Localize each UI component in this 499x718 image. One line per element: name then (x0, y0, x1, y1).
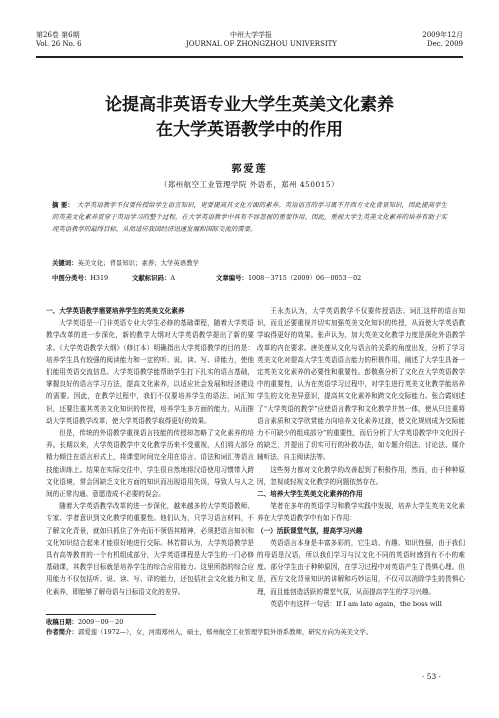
author-bio (46, 628, 439, 637)
section-heading: 二、培养大学生英美文化素养的作用 (257, 490, 363, 499)
body-paragraph: 但是，传统的外语教学重视语言技能的传授却忽略了文化素养的培养。长期以来，大学英语教学中文化教学历来不受重视，人们将大部分精力倾注在语言形式上，将课堂时间完全用在语言、语法和词汇等语言技能训练上。结果在实际交往中，学生很自然地将汉语使用习惯带入跨文化语境，常会因缺乏文化方面的知识而出现语用失误，导致人与人之间的正常沟通、意愿造成不必要的误会。 (46, 429, 254, 499)
article-number: 1008－3715（2009）06－0053－02 (247, 274, 362, 282)
issue-date: 2009年12月 Dec. 2009 (422, 31, 463, 48)
body-column-right (257, 305, 465, 610)
received-value: 2009－09－20 (77, 618, 124, 626)
article-no-label: 文章编号： (216, 274, 248, 282)
abstract-label: 摘 要： (52, 201, 74, 209)
article-title-line-1: 论提高非英语专业大学生英美文化素养 (105, 95, 394, 115)
author-affiliation: （郑州航空工业管理学院 外语系，郑州 450015） (160, 180, 339, 189)
volume-issue: 第26卷 第6期 Vol. 26 No. 6 (36, 31, 82, 48)
body-paragraph: 大学英语是一门非英语专业大学生必修的基础课程，随着大学英语教学改革的进一步深化，新的教学大纲对大学英语教学提出了新的要求。《大学英语教学大纲》（修订本）明确指出大学英语教学的目的是：培养学生具有较强的阅读能力和一定的听、说、读、写、译能力，使他们能用英语交流信息。大学英语教学能帮助学生打下扎实的语言基础，掌握良好的语言学习方法，提高文化素养，以适应社会发展和经济建设的需要。因此，在教学过程中，我们不仅要培养学生的语法、词汇知识，还要注重其英美文化知识的传授，培养学生多方面的能力，从而推动大学英语教学改革，使大学英语教学取得更好的效果。 (46, 319, 254, 425)
author-name: 郭爱莲 (231, 164, 268, 175)
page-number: · 53 · (421, 672, 441, 681)
body-paragraph: 随着大学英语教学改革的进一步深化，越来越多的大学英语教师、专家、学者意识到文化教学的重要性。他们认为，只学习语言材料，不了解文化背景，就如只抓住了外壳而不领悟其精神，必须把语言知识和文化知识结合起来才能很好地进行交际。林若群认为，大学英语教学是具有高等教育的一个有机组成部分，大学英语课程是大学生的一门必修基础课，其教学目标就是培养学生的综合应用能力。这里所指的综合应用能力不仅包括听、说、读、写、译的能力，还包括社会文化能力和文化素养，即能够了解母语与目标语文化的差异。 (46, 502, 254, 596)
abstract-text: 大学英语教学不仅要传授给学生语言知识，更要提高其文化方面的素养。英语语言的学习离不开西方文化背景知识，因此提高学生的英美文化素养贯穿于英语学习的整个过程，在大学英语教学中具有不容忽视的重要作用。因此，重视大学生英美文化素养的培养有助于实现英语教学的最终目标，从而适应我国经济迅速发展和国际交流的需要。 (52, 201, 447, 234)
author-bio-label: 作者简介： (46, 628, 78, 636)
body-paragraph: 英语语言本身是丰富多彩的，它生动、有趣、知识性强，由于我们的母语是汉语，所以我们学习与汉文化不同的英语时感到有不小的难度。部分学生由于种种原因，在学习过程中对英语产生了畏惧心理。但是，西方文化背景知识的讲解和巧妙运用，不仅可以消除学生的畏惧心理，而且能创造活跃的课堂气氛，从而提高学生的学习兴趣。 (257, 538, 465, 596)
abstract (52, 199, 447, 236)
body-paragraph: 这些努力都对文化教学的改善起到了积极作用，然而，由于种种原因，忽视或轻视文化教学的问题依然存在。 (257, 465, 465, 486)
doc-code-label: 文献标识码： (132, 274, 171, 282)
keywords (52, 259, 447, 268)
keywords-label: 关键词： (52, 259, 78, 267)
subsection-heading: （一）活跃课堂气氛，提高学习兴趣 (257, 526, 363, 535)
header-rule (36, 56, 463, 58)
running-header (36, 31, 463, 57)
classification-line (52, 274, 447, 283)
journal-name: 中州大学学报 JOURNAL OF ZHONGZHOU UNIVERSITY (186, 31, 337, 48)
body-paragraph: 笔者在多年的英语学习和教学实践中发现，培养大学生英美文化素养在大学英语教学中有如下作用： (257, 502, 465, 523)
clc-number: H319 (90, 274, 109, 282)
body-column-left (46, 305, 254, 598)
doc-code: A (170, 274, 175, 282)
body-paragraph: 英语中有这样一句话：If I am late again，the boss will (270, 599, 442, 608)
body-paragraph: 王永杰认为，大学英语教学不仅要传授语法、词汇这样的语言知识，而且还要重视并切实加强英美文化知识的传授，从而使大学英语教学取得更好的效果。张声认为，加大英美文化教学力度是深化外语教学改革的内在要求。唐美莲从文化与语言的关系的角度出发，分析了学习英美文化对提高大学生英语语言能力的积极作用，阐述了大学生具备一定英美文化素养的必要性和重要性。彭敬燕分析了文化在大学英语教学中的重要性，认为在英语学习过程中，对学生进行英美文化教学能培养学生的文化差异意识，提高其文化素养和跨文化交际能力。张合霞则述了“大学英语的教学”应使语言教学和文化教学并然一体，使从只注重将语言素质和文学欣赏能力向培养文化素养过渡，使文化规则成为交际能力不可缺少的组成部分”的重要性，而后分析了大学英语教学中文化因子的缺乏，并提出了切实可行的补救办法，如专题介绍法、讨论法、媒介辅听法、自主阅读法等。 (257, 307, 465, 462)
author-bio-text: 郭爱莲（1972—），女，河南郑州人，硕士，郑州航空工业管理学院外语系教师，研究方向为英美文学。 (77, 628, 373, 636)
footnote-rule (46, 614, 156, 615)
section-heading: 一、大学英语教学需要培养学生的英美文化素养 (46, 307, 185, 315)
received-date (46, 618, 439, 627)
clc-label: 中图分类号： (52, 274, 91, 282)
keywords-text: 英美文化；背景知识；素养；大学英语教学 (77, 259, 199, 267)
received-label: 收稿日期： (46, 618, 78, 626)
article-title-line-2: 在大学英语教学中的作用 (156, 120, 343, 140)
